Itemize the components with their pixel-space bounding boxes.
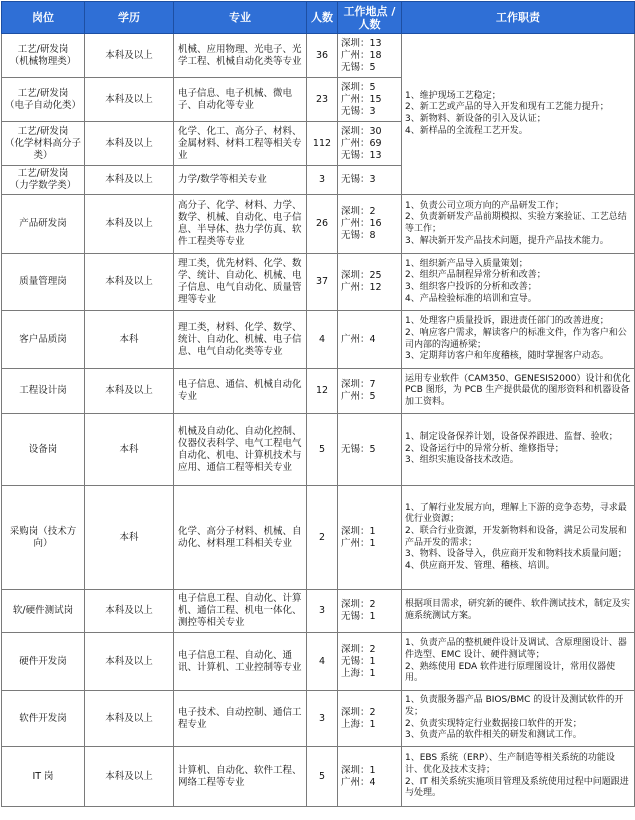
major-cell: 计算机、自动化、软件工程、网络工程等专业 — [174, 747, 307, 807]
major-cell: 理工类，优先材料、化学、数学、统计、自动化、机械、电子信息、电气自动化、质量管理等专业 — [174, 254, 307, 311]
shared-duty-cell: 1、维护现场工艺稳定； 2、新工艺或产品的导入开发和现有工艺能力提升； 3、新物料、新设备的引入及认证； 4、新样品的全流程工艺开发。 — [402, 34, 635, 195]
duty-cell: 1、组织新产品导入质量策划； 2、组织产品制程异常分析和改善； 3、组织客户投诉的分析和改善； 4、产品检验标准的培训和宣导。 — [402, 254, 635, 311]
edu-cell: 本科及以上 — [85, 78, 174, 122]
location-cell: 深圳：1 广州：1 — [338, 486, 402, 590]
location-cell: 深圳：13 广州：18 无锡：5 — [338, 34, 402, 78]
major-cell: 电子信息、通信、机械自动化专业 — [174, 369, 307, 414]
count-cell: 4 — [307, 311, 338, 369]
major-cell: 机械、应用物理、光电子、光学工程、机械自动化类等专业 — [174, 34, 307, 78]
duty-cell: 1、负责产品的整机硬件设计及调试、含原理图设计、器件选型、EMC 设计、硬件测试等； 2、熟练使用 EDA 软件进行原理图设计，常用仪器使用。 — [402, 633, 635, 691]
edu-cell: 本科及以上 — [85, 122, 174, 166]
duty-cell: 1、制定设备保养计划，设备保养跟进、监督、验收； 2、设备运行中的异常分析、维修指导； 3、组织实施设备技术改造。 — [402, 414, 635, 486]
count-cell: 37 — [307, 254, 338, 311]
post-cell: 硬件开发岗 — [2, 633, 85, 691]
edu-cell: 本科及以上 — [85, 691, 174, 747]
edu-cell: 本科及以上 — [85, 34, 174, 78]
major-cell: 电子信息工程、自动化、通讯、计算机、工业控制等专业 — [174, 633, 307, 691]
edu-cell: 本科及以上 — [85, 369, 174, 414]
count-cell: 26 — [307, 195, 338, 254]
post-cell: 客户品质岗 — [2, 311, 85, 369]
job-table — [1, 1, 635, 807]
edu-cell: 本科 — [85, 486, 174, 590]
table-row — [2, 369, 635, 414]
count-cell: 5 — [307, 414, 338, 486]
table-row — [2, 633, 635, 691]
post-cell: 产品研发岗 — [2, 195, 85, 254]
post-cell: 工艺/研发岗 （电子自动化类） — [2, 78, 85, 122]
edu-cell: 本科 — [85, 414, 174, 486]
post-cell: 工程设计岗 — [2, 369, 85, 414]
table-row — [2, 590, 635, 633]
table-row — [2, 747, 635, 807]
location-cell: 深圳：7 广州：5 — [338, 369, 402, 414]
edu-cell: 本科及以上 — [85, 633, 174, 691]
location-cell: 深圳：2 上海：1 — [338, 691, 402, 747]
table-row — [2, 34, 635, 78]
location-cell: 深圳：5 广州：15 无锡：3 — [338, 78, 402, 122]
location-cell: 深圳：2 无锡：1 — [338, 590, 402, 633]
major-cell: 高分子、化学、材料、力学、数学、机械、自动化、电子信息、半导体、热力学仿真、软件工程类等专业 — [174, 195, 307, 254]
duty-cell: 1、负责公司立项方向的产品研发工作； 2、负责新研发产品前期模拟、实验方案验证、工艺总结等工作； 3、解决新开发产品技术问题，提升产品技术能力。 — [402, 195, 635, 254]
location-cell: 深圳：1 广州：4 — [338, 747, 402, 807]
post-cell: 软/硬件测试岗 — [2, 590, 85, 633]
post-cell: 质量管理岗 — [2, 254, 85, 311]
duty-cell: 运用专业软件（CAM350、GENESIS2000）设计和优化 PCB 图形，为 PCB 生产提供最优的图形资料和机器设备加工资料。 — [402, 369, 635, 414]
post-cell: 软件开发岗 — [2, 691, 85, 747]
count-cell: 112 — [307, 122, 338, 166]
major-cell: 化学、高分子材料、机械、自动化、材料理工科相关专业 — [174, 486, 307, 590]
header-row — [2, 2, 635, 34]
duty-cell: 1、EBS 系统（ERP）、生产制造等相关系统的功能设计、优化及技术支持； 2、IT 相关系统实施项目管理及系统使用过程中问题跟进与处理。 — [402, 747, 635, 807]
table-row — [2, 486, 635, 590]
major-cell: 理工类，材料、化学、数学、统计、自动化、机械、电子信息、电气自动化类等专业 — [174, 311, 307, 369]
edu-cell: 本科及以上 — [85, 590, 174, 633]
location-cell: 无锡：3 — [338, 166, 402, 195]
post-cell: 工艺/研发岗 （机械物理类） — [2, 34, 85, 78]
location-cell: 无锡：5 — [338, 414, 402, 486]
post-cell: 采购岗（技术方向） — [2, 486, 85, 590]
edu-cell: 本科及以上 — [85, 166, 174, 195]
major-cell: 化学、化工、高分子、材料、金属材料、材料工程等相关专业 — [174, 122, 307, 166]
header-post: 岗位 — [2, 2, 85, 34]
count-cell: 5 — [307, 747, 338, 807]
location-cell: 深圳：25 广州：12 — [338, 254, 402, 311]
edu-cell: 本科及以上 — [85, 254, 174, 311]
table-row — [2, 414, 635, 486]
edu-cell: 本科 — [85, 311, 174, 369]
count-cell: 23 — [307, 78, 338, 122]
header-count: 人数 — [307, 2, 338, 34]
header-edu: 学历 — [85, 2, 174, 34]
table-row — [2, 195, 635, 254]
table-row — [2, 691, 635, 747]
location-cell: 广州：4 — [338, 311, 402, 369]
location-cell: 深圳：2 广州：16 无锡：8 — [338, 195, 402, 254]
count-cell: 3 — [307, 590, 338, 633]
major-cell: 电子技术、自动控制、通信工程专业 — [174, 691, 307, 747]
header-duty: 工作职责 — [402, 2, 635, 34]
location-cell: 深圳：2 无锡：1 上海：1 — [338, 633, 402, 691]
table-row — [2, 254, 635, 311]
major-cell: 电子信息、电子机械、微电子、自动化等专业 — [174, 78, 307, 122]
edu-cell: 本科及以上 — [85, 195, 174, 254]
count-cell: 3 — [307, 166, 338, 195]
duty-cell: 1、处理客户质量投诉，跟进责任部门的改善进度； 2、响应客户需求，解读客户的标准文件，作为客户和公司内部的沟通桥梁； 3、定期拜访客户和年度稽核，随时掌握客户动态。 — [402, 311, 635, 369]
count-cell: 36 — [307, 34, 338, 78]
count-cell: 4 — [307, 633, 338, 691]
table-row — [2, 311, 635, 369]
post-cell: IT 岗 — [2, 747, 85, 807]
header-location: 工作地点 / 人数 — [338, 2, 402, 34]
location-cell: 深圳：30 广州：69 无锡：13 — [338, 122, 402, 166]
post-cell: 设备岗 — [2, 414, 85, 486]
edu-cell: 本科及以上 — [85, 747, 174, 807]
duty-cell: 1、负责服务器产品 BIOS/BMC 的设计及测试软件的开发； 2、负责实现特定行业数据接口软件的开发； 3、负责产品的软件相关的研发和测试工作。 — [402, 691, 635, 747]
major-cell: 机械及自动化、自动化控制、仪器仪表科学、电气工程电气自动化、机电、计算机技术与应用、通信工程等相关专业 — [174, 414, 307, 486]
major-cell: 电子信息工程、自动化、计算机、通信工程、机电一体化、测控等相关专业 — [174, 590, 307, 633]
post-cell: 工艺/研发岗 （化学材料高分子类） — [2, 122, 85, 166]
count-cell: 3 — [307, 691, 338, 747]
duty-cell: 根据项目需求，研究新的硬件、软件测试技术，制定及实施系统测试方案。 — [402, 590, 635, 633]
header-major: 专业 — [174, 2, 307, 34]
major-cell: 力学/数学等相关专业 — [174, 166, 307, 195]
count-cell: 2 — [307, 486, 338, 590]
count-cell: 12 — [307, 369, 338, 414]
duty-cell: 1、了解行业发展方向，理解上下游的竞争态势，寻求最优行业资源； 2、联合行业资源，开发新物料和设备，满足公司发展和产品开发的需求； 3、物料、设备导入，供应商开发和物料技术质量问题； 4、供应商开发、管理、稽核、培训。 — [402, 486, 635, 590]
post-cell: 工艺/研发岗 （力学数学类） — [2, 166, 85, 195]
